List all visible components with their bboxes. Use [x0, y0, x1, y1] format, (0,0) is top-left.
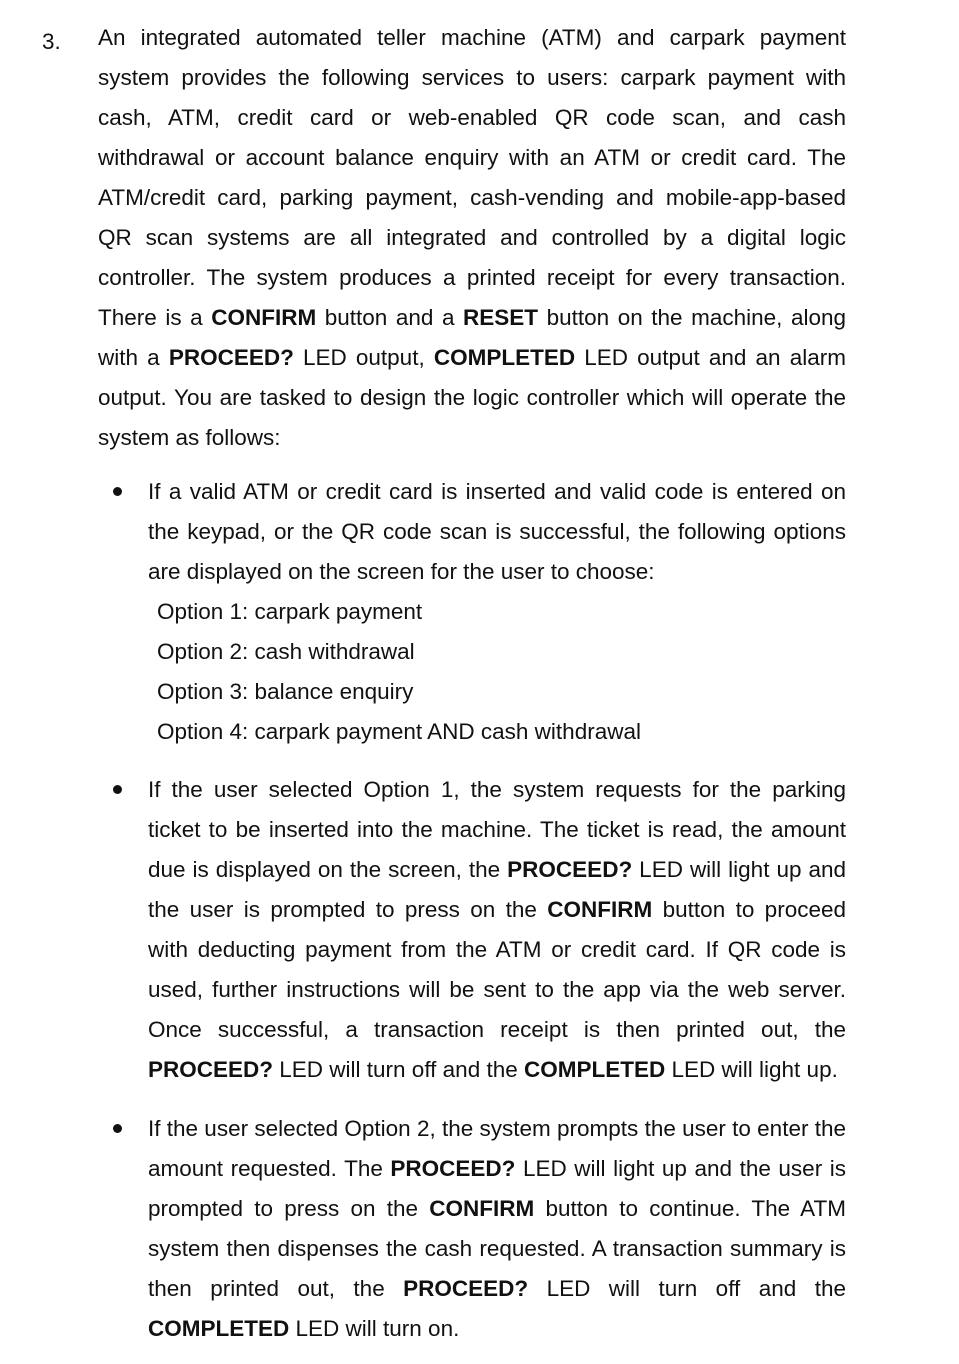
bold-term: PROCEED? — [403, 1276, 529, 1301]
question-intro — [98, 18, 846, 458]
text-run: LED will light up. — [665, 1057, 838, 1082]
bullet-text — [148, 472, 846, 592]
text-run: LED output, — [293, 345, 434, 370]
text-run: An integrated automated teller machine (ATM) and carpark payment system provides the following services to users: carpark payment with cash, ATM, credit card or web-enabled QR code scan, and cash withdrawal or account balance enquiry with an ATM or credit card. The ATM/credit card, parking payment, cash-vending and mobile-app-based QR scan systems are all integrated and controlled by a digital logic controller. The system produces a printed receipt for every transaction. There is a — [98, 25, 846, 330]
text-run: If the user selected Option 1, the system requests for the parking ticket to be inserted into the machine. The ticket is read, the amount due is displayed on the screen, the — [148, 777, 846, 882]
bold-term: PROCEED? — [148, 1057, 274, 1082]
text-run: LED will turn off and the — [273, 1057, 524, 1082]
bold-term: CONFIRM — [211, 305, 317, 330]
bold-term: CONFIRM — [429, 1196, 535, 1221]
question-number: 3. — [42, 29, 61, 54]
bold-term: COMPLETED — [433, 345, 576, 370]
bold-term: CONFIRM — [547, 897, 653, 922]
bold-term: PROCEED? — [390, 1156, 516, 1181]
text-run: If the user selected Option 2, the system prompts the user to enter the amount requested. The — [148, 1116, 846, 1181]
bold-term: RESET — [463, 305, 539, 330]
text-run: button on the machine, along with a — [98, 305, 847, 370]
option-item: Option 1: carpark payment — [157, 599, 423, 624]
text-run: LED will turn off and the — [528, 1276, 846, 1301]
option-item: Option 3: balance enquiry — [157, 679, 414, 704]
text-run: LED will turn on. — [289, 1316, 460, 1341]
text-run: LED will light up and the user is prompted to press on the — [148, 1156, 846, 1221]
bold-term: COMPLETED — [524, 1057, 666, 1082]
bullet-dot — [113, 1124, 122, 1133]
option-item: Option 2: cash withdrawal — [157, 639, 415, 664]
options-list — [157, 592, 641, 752]
text-run: button and a — [316, 305, 464, 330]
text-run: If a valid ATM or credit card is inserted and valid code is entered on the keypad, or the QR code scan is successful, the following options are displayed on the screen for the user to choose: — [148, 479, 846, 584]
bullet-text — [148, 1109, 846, 1349]
bold-term: PROCEED? — [168, 345, 294, 370]
bullet-text — [148, 770, 846, 1090]
text-run: button to proceed with deducting payment from the ATM or credit card. If QR code is used, further instructions will be sent to the app via the web server. Once successful, a transaction receipt is then printed out, the — [148, 897, 846, 1042]
text-run: LED output and an alarm output. You are tasked to design the logic controller which will operate the system as follows: — [98, 345, 846, 450]
text-run: button to continue. The ATM system then dispenses the cash requested. A transaction summary is then printed out, the — [148, 1196, 846, 1301]
bullet-dot — [113, 785, 122, 794]
option-item: Option 4: carpark payment AND cash withdrawal — [157, 719, 641, 744]
bold-term: PROCEED? — [507, 857, 633, 882]
bold-term: COMPLETED — [148, 1316, 290, 1341]
text-run: LED will light up and the user is prompted to press on the — [148, 857, 846, 922]
bullet-dot — [113, 487, 122, 496]
